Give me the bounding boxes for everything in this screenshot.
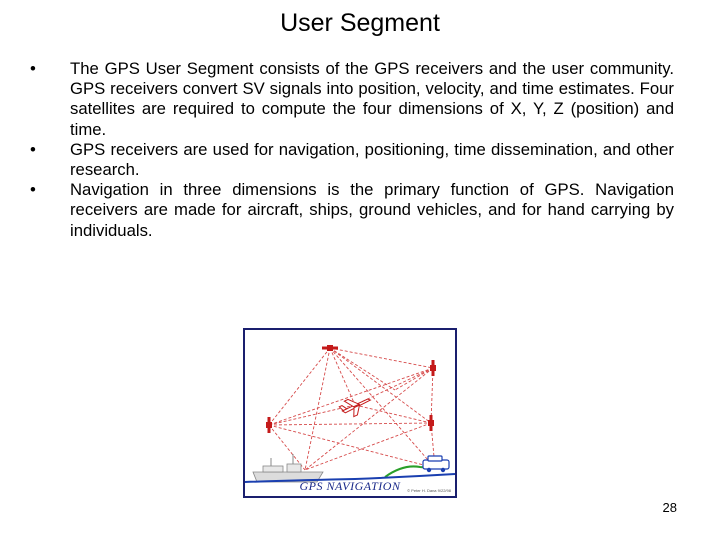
- bullet-marker: •: [30, 139, 36, 159]
- bullet-list: [30, 59, 674, 241]
- gps-navigation-illustration: [245, 330, 455, 496]
- bullet-text: Navigation in three dimensions is the primary function of GPS. Navigation receivers are made for aircraft, ships, ground vehicles, and for hand carrying by individuals.: [70, 180, 674, 240]
- ship-icon: [253, 454, 323, 482]
- bullet-item: [30, 140, 674, 180]
- bullet-item: [30, 59, 674, 140]
- bullet-text: GPS receivers are used for navigation, positioning, time dissemination, and other research.: [70, 139, 674, 180]
- bullet-marker: •: [30, 180, 36, 200]
- satellite-icon: [430, 360, 436, 376]
- slide-title: User Segment: [280, 9, 440, 37]
- bullet-marker: •: [30, 59, 36, 78]
- page-number: 28: [662, 500, 677, 515]
- figure-credit: © Peter H. Dana 9/22/98: [407, 488, 451, 493]
- bullet-text: The GPS User Segment consists of the GPS receivers and the user community. GPS receivers convert SV signals into position, velocity, and time estimates. Four satellites are required to compute the four dimensions of X, Y, Z (position) and time.: [70, 59, 674, 139]
- figure-caption: GPS NAVIGATION: [299, 479, 401, 493]
- gps-navigation-figure: [243, 328, 457, 498]
- bullet-item: [30, 180, 674, 241]
- satellite-icon: [266, 417, 272, 433]
- aircraft-icon: [338, 391, 374, 420]
- satellite-icon: [428, 415, 434, 431]
- satellite-icon: [322, 345, 338, 351]
